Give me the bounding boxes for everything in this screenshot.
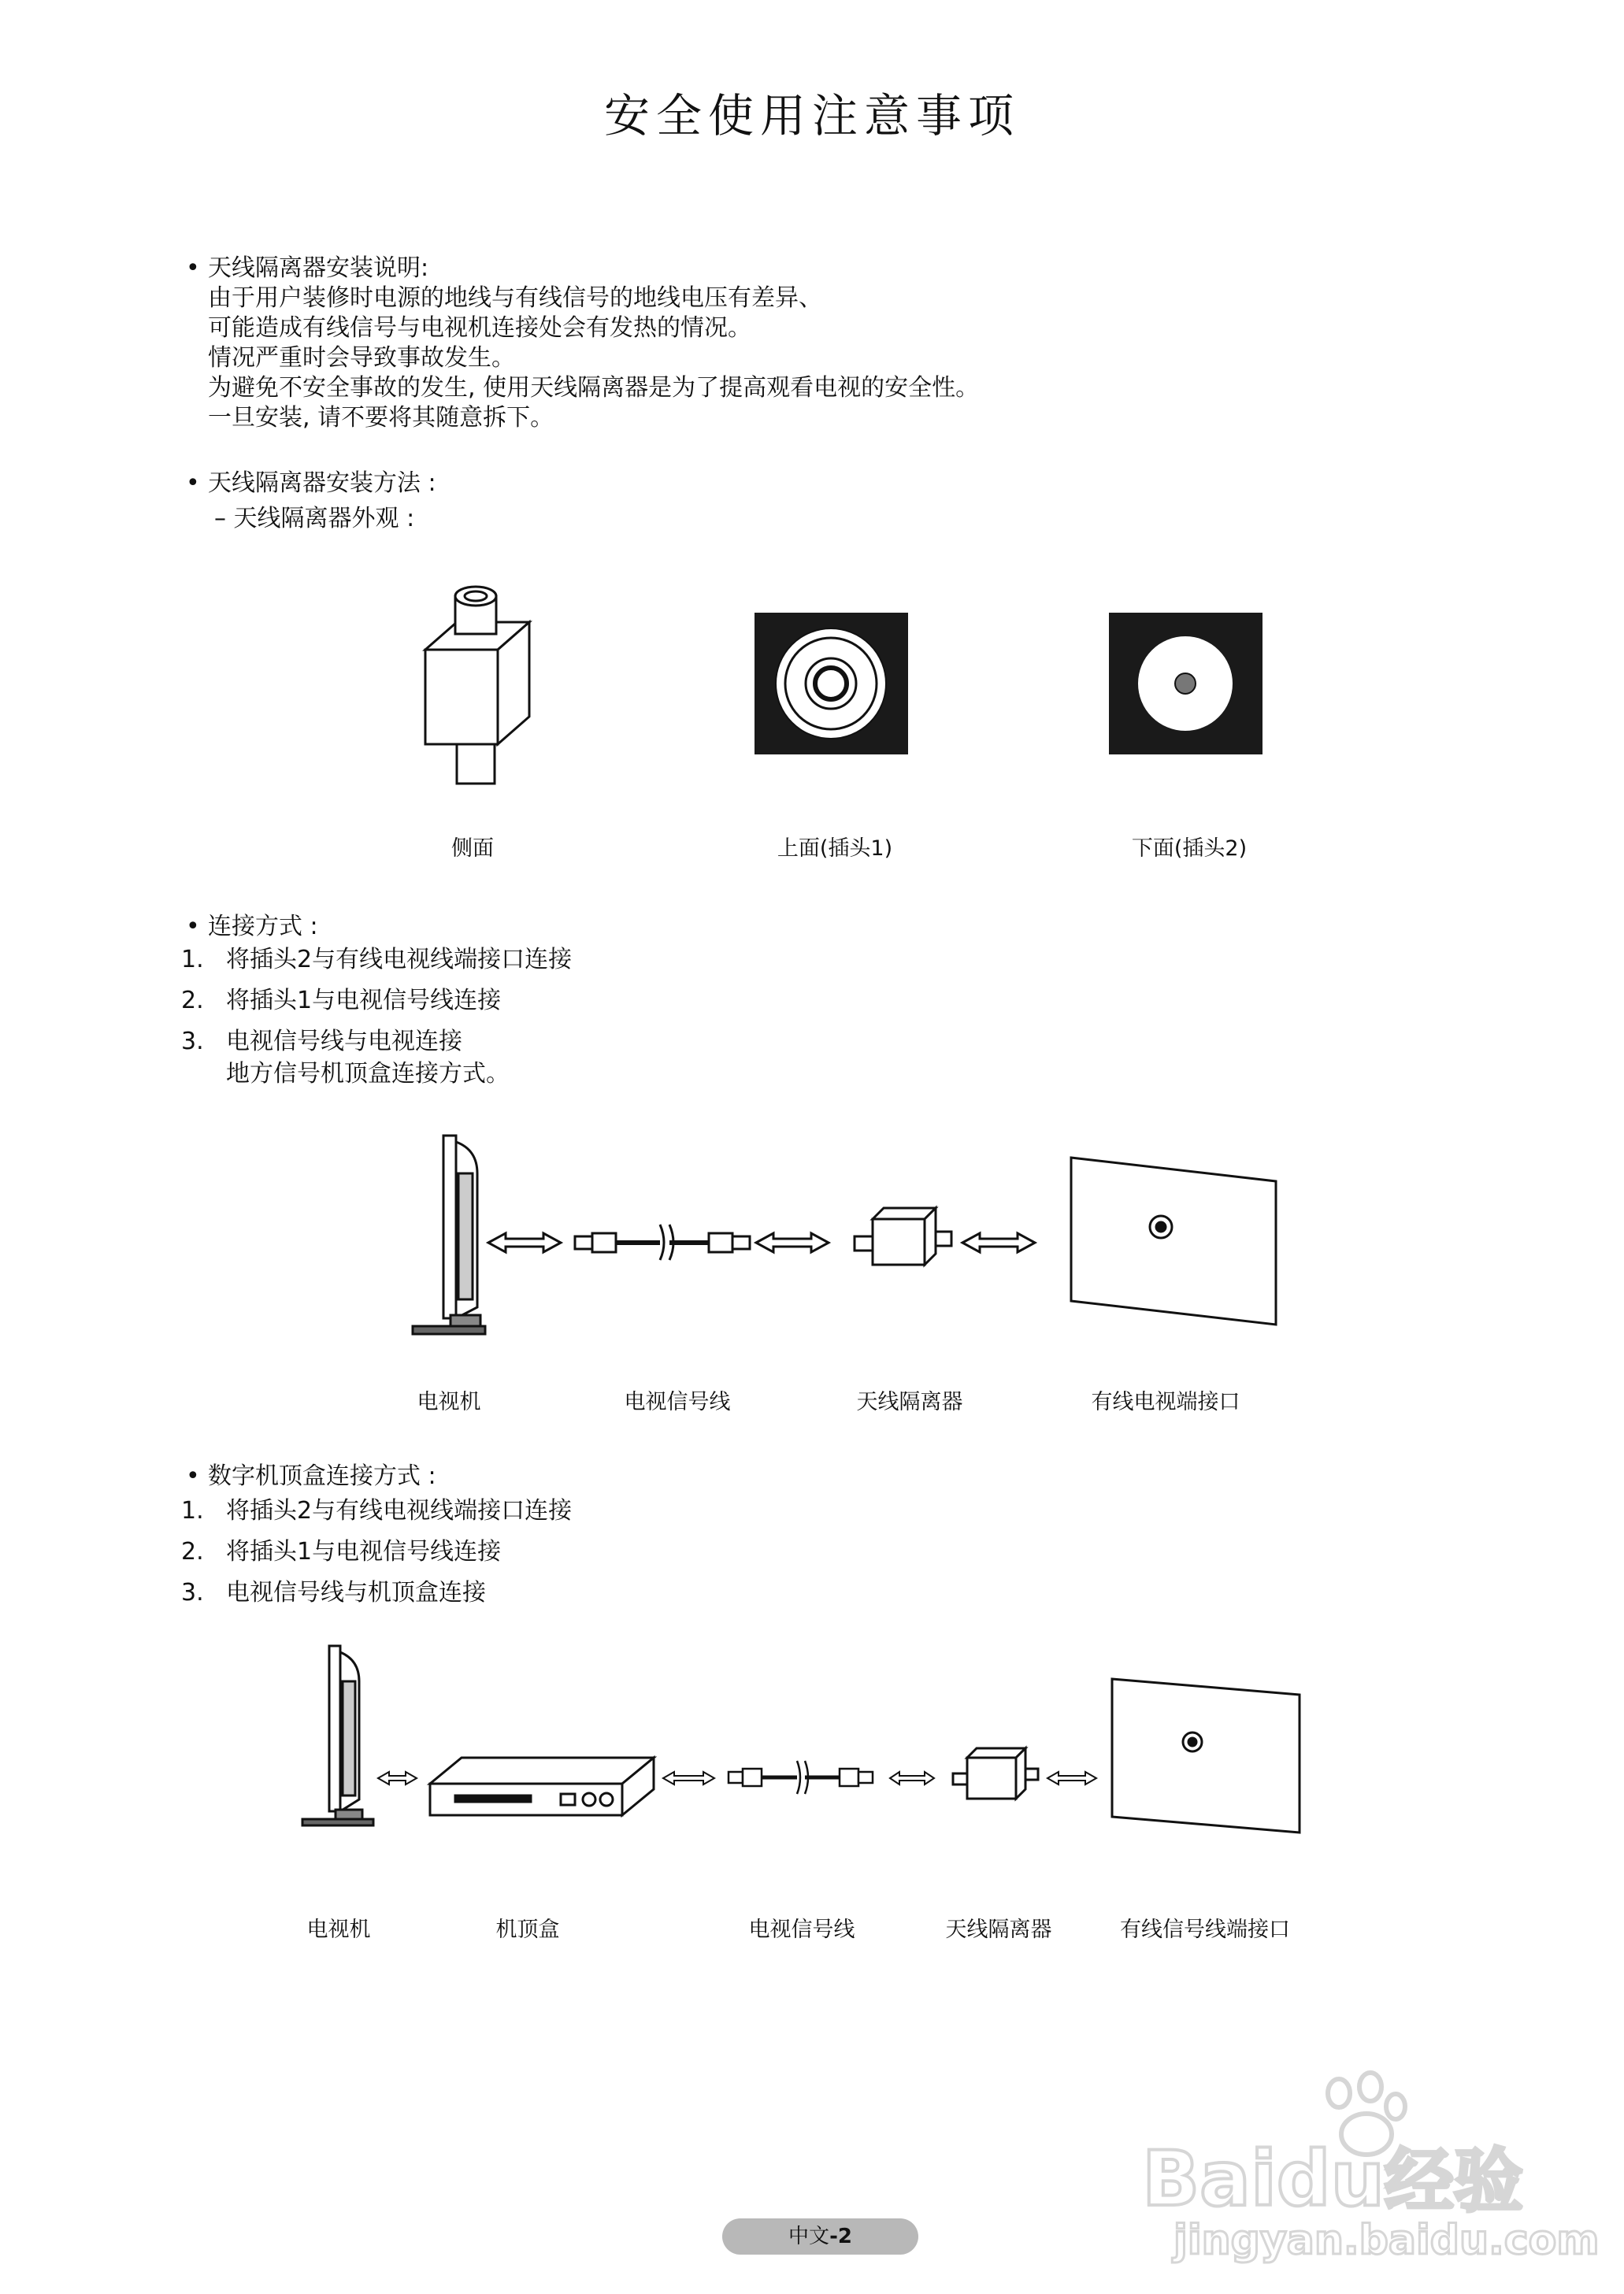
double-arrow-icon — [962, 1233, 1035, 1252]
bullet: • — [186, 913, 200, 940]
cable-tv-outlet-icon — [1071, 1158, 1276, 1325]
list-num: 2. — [181, 1538, 204, 1566]
double-arrow-icon — [488, 1233, 561, 1252]
list-item-extra: 地方信号机顶盒连接方式。 — [226, 1060, 510, 1088]
section2-subheading: – 天线隔离器外观 : — [214, 505, 415, 532]
isolator-bottom-illustration — [1109, 613, 1262, 754]
caption-tv: 电视机 — [306, 1918, 371, 1942]
list-item: 将插头2与有线电视线端接口连接 — [226, 1497, 573, 1525]
cable-signal-outlet-icon — [1112, 1679, 1300, 1833]
section1-line: 情况严重时会导致事故发生。 — [208, 344, 515, 372]
section1-heading: 天线隔离器安装说明: — [208, 254, 429, 282]
watermark-brand2: du — [1276, 2135, 1385, 2223]
antenna-isolator-icon — [855, 1208, 951, 1265]
list-num: 3. — [181, 1028, 204, 1055]
list-item: 电视信号线与机顶盒连接 — [226, 1579, 486, 1607]
caption-isolator: 天线隔离器 — [945, 1918, 1052, 1942]
isolator-top-illustration — [755, 613, 908, 754]
caption-top: 上面(插头1) — [777, 836, 893, 861]
connection-diagram-1 — [0, 1126, 1624, 1355]
antenna-isolator-icon — [953, 1748, 1038, 1799]
isolator-side-illustration — [410, 579, 536, 791]
caption-signal-cable: 电视信号线 — [748, 1918, 855, 1942]
page-title: 安全使用注意事项 — [603, 89, 1020, 143]
footer-lang: 中文 — [788, 2225, 830, 2248]
list-num: 1. — [181, 1497, 204, 1525]
list-item: 将插头1与电视信号线连接 — [226, 1538, 502, 1566]
section1-line: 由于用户装修时电源的地线与有线信号的地线电压有差异、 — [208, 284, 822, 312]
double-arrow-icon — [663, 1772, 714, 1784]
section3-heading: 连接方式 : — [208, 913, 318, 940]
section1-line: 一旦安装, 请不要将其随意拆下。 — [208, 404, 554, 432]
watermark-cn: 经验 — [1384, 2140, 1523, 2222]
section1-line: 可能造成有线信号与电视机连接处会有发热的情况。 — [208, 314, 751, 342]
tv-icon — [413, 1136, 485, 1334]
set-top-box-icon — [430, 1758, 654, 1815]
connection-diagram-2 — [0, 1638, 1624, 1851]
caption-signal-cable: 电视信号线 — [624, 1390, 731, 1414]
section2-heading: 天线隔离器安装方法 : — [208, 469, 436, 497]
list-num: 3. — [181, 1579, 204, 1607]
double-arrow-icon — [1047, 1772, 1096, 1784]
tv-icon — [302, 1646, 373, 1825]
list-item: 将插头2与有线电视线端接口连接 — [226, 946, 573, 973]
list-item: 电视信号线与电视连接 — [226, 1028, 462, 1055]
section1-line: 为避免不安全事故的发生, 使用天线隔离器是为了提高观看电视的安全性。 — [208, 374, 980, 402]
caption-side: 侧面 — [451, 836, 494, 861]
bullet: • — [186, 469, 200, 497]
watermark-brand: Bai — [1142, 2135, 1277, 2223]
footer-page: -2 — [829, 2225, 852, 2248]
caption-isolator: 天线隔离器 — [856, 1390, 963, 1414]
double-arrow-icon — [756, 1233, 829, 1252]
caption-bottom: 下面(插头2) — [1131, 836, 1248, 861]
double-arrow-icon — [890, 1772, 934, 1784]
bullet: • — [186, 1462, 200, 1490]
double-arrow-icon — [378, 1772, 417, 1784]
tv-signal-cable-icon — [575, 1225, 750, 1260]
list-num: 1. — [181, 946, 204, 973]
caption-set-top-box: 机顶盒 — [495, 1918, 560, 1942]
caption-tv: 电视机 — [417, 1390, 481, 1414]
caption-outlet: 有线信号线端接口 — [1120, 1918, 1290, 1942]
list-num: 2. — [181, 987, 204, 1014]
tv-signal-cable-icon — [729, 1761, 873, 1794]
caption-outlet: 有线电视端接口 — [1091, 1390, 1240, 1414]
page-number-badge — [722, 2218, 918, 2255]
section4-heading: 数字机顶盒连接方式 : — [208, 1462, 436, 1490]
watermark-url: jingyan.baidu.com — [1174, 2217, 1600, 2264]
list-item: 将插头1与电视信号线连接 — [226, 987, 502, 1014]
bullet: • — [186, 254, 200, 282]
